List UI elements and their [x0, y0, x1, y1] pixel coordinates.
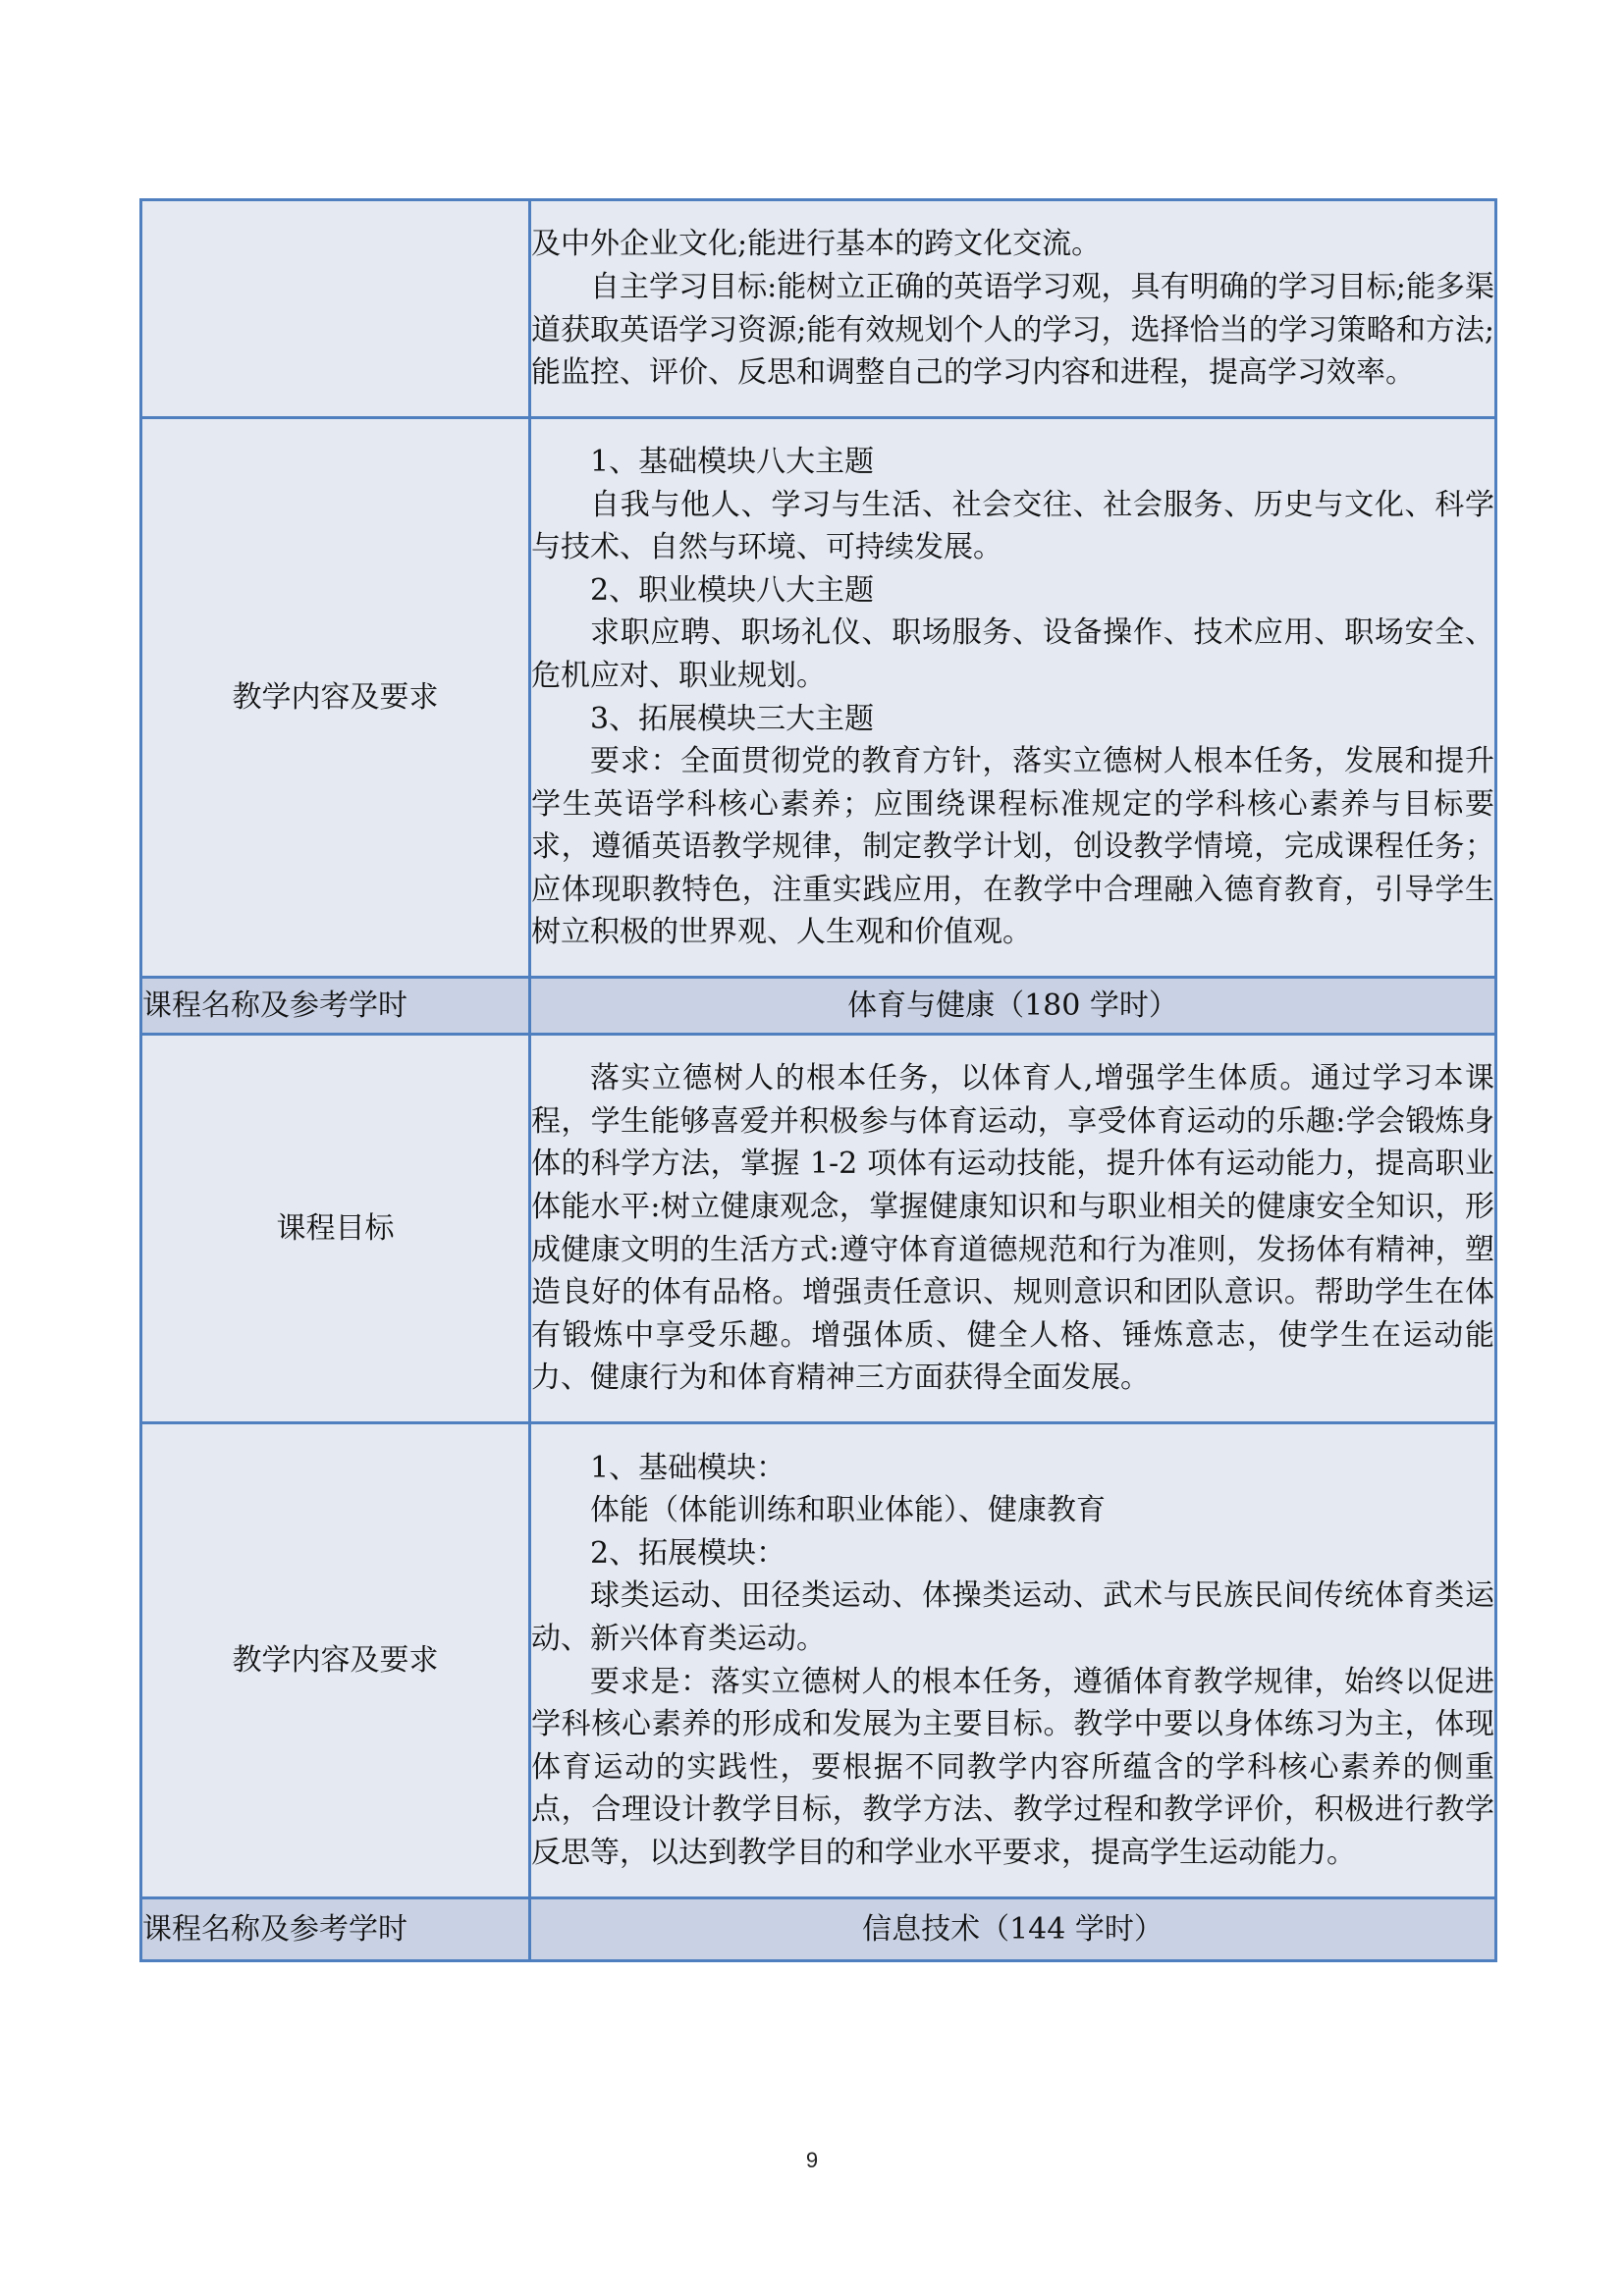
row-label: 教学内容及要求	[141, 418, 530, 978]
row-content	[530, 200, 1496, 418]
row-label: 课程目标	[141, 1035, 530, 1423]
content-paragraph: 2、职业模块八大主题	[590, 572, 875, 608]
course-header-row	[141, 1898, 1496, 1961]
content-paragraph: 自我与他人、学习与生活、社会交往、社会服务、历史与文化、科学与技术、自然与环境、可持续发展。	[531, 487, 1494, 565]
content-paragraph: 求职应聘、职场礼仪、职场服务、设备操作、技术应用、职场安全、危机应对、职业规划。	[531, 615, 1494, 693]
course-name-label: 课程名称及参考学时	[141, 1898, 530, 1961]
course-title: 信息技术（144 学时）	[530, 1898, 1496, 1961]
course-table	[139, 198, 1497, 1962]
content-paragraph: 球类运动、田径类运动、体操类运动、武术与民族民间传统体育类运动、新兴体育类运动。	[531, 1578, 1494, 1656]
content-paragraph: 1、基础模块：	[590, 1450, 786, 1485]
page-number: 9	[805, 2148, 819, 2172]
content-paragraph: 1、基础模块八大主题	[590, 444, 875, 479]
course-title: 体育与健康（180 学时）	[530, 978, 1496, 1035]
content-paragraph: 自主学习目标:能树立正确的英语学习观，具有明确的学习目标;能多渠道获取英语学习资源;能有效规划个人的学习，选择恰当的学习策略和方法;能监控、评价、反思和调整自己的学习内容和进程，提高学习效率。	[531, 269, 1494, 391]
table-row	[141, 1423, 1496, 1898]
row-content	[530, 418, 1496, 978]
row-label: 教学内容及要求	[141, 1423, 530, 1898]
row-content	[530, 1035, 1496, 1423]
table-row	[141, 418, 1496, 978]
content-paragraph: 及中外企业文化;能进行基本的跨文化交流。	[531, 227, 1102, 262]
table-row	[141, 200, 1496, 418]
course-name-label: 课程名称及参考学时	[141, 978, 530, 1035]
table-row	[141, 1035, 1496, 1423]
row-label	[141, 200, 530, 418]
content-paragraph: 要求：全面贯彻党的教育方针，落实立德树人根本任务，发展和提升学生英语学科核心素养；应围绕课程标准规定的学科核心素养与目标要求，遵循英语教学规律，制定教学计划，创设教学情境，完成课程任务；应体现职教特色，注重实践应用，在教学中合理融入德育教育，引导学生树立积极的世界观、人生观和价值观。	[531, 744, 1494, 950]
course-header-row	[141, 978, 1496, 1035]
content-paragraph: 要求是：落实立德树人的根本任务，遵循体育教学规律，始终以促进学科核心素养的形成和发展为主要目标。教学中要以身体练习为主，体现体育运动的实践性，要根据不同教学内容所蕴含的学科核心素养的侧重点，合理设计教学目标，教学方法、教学过程和教学评价，积极进行教学反思等，以达到教学目的和学业水平要求，提高学生运动能力。	[531, 1664, 1494, 1870]
content-paragraph: 2、拓展模块：	[590, 1535, 786, 1571]
content-paragraph: 体能（体能训练和职业体能）、健康教育	[590, 1493, 1106, 1528]
content-paragraph: 3、拓展模块三大主题	[590, 701, 875, 736]
content-paragraph: 落实立德树人的根本任务，以体育人,增强学生体质。通过学习本课程，学生能够喜爱并积极参与体育运动，享受体育运动的乐趣:学会锻炼身体的科学方法，掌握 1-2 项体有运动技能，提升体有运动能力，提高职业体能水平:树立健康观念，掌握健康知识和与职业相关的健康安全知识，形成健康文明的生活方式:遵守体育道德规范和行为准则，发扬体有精神，塑造良好的体有品格。增强责任意识、规则意识和团队意识。帮助学生在体有锻炼中享受乐趣。增强体质、健全人格、锤炼意志，使学生在运动能力、健康行为和体育精神三方面获得全面发展。	[531, 1061, 1494, 1396]
row-content	[530, 1423, 1496, 1898]
